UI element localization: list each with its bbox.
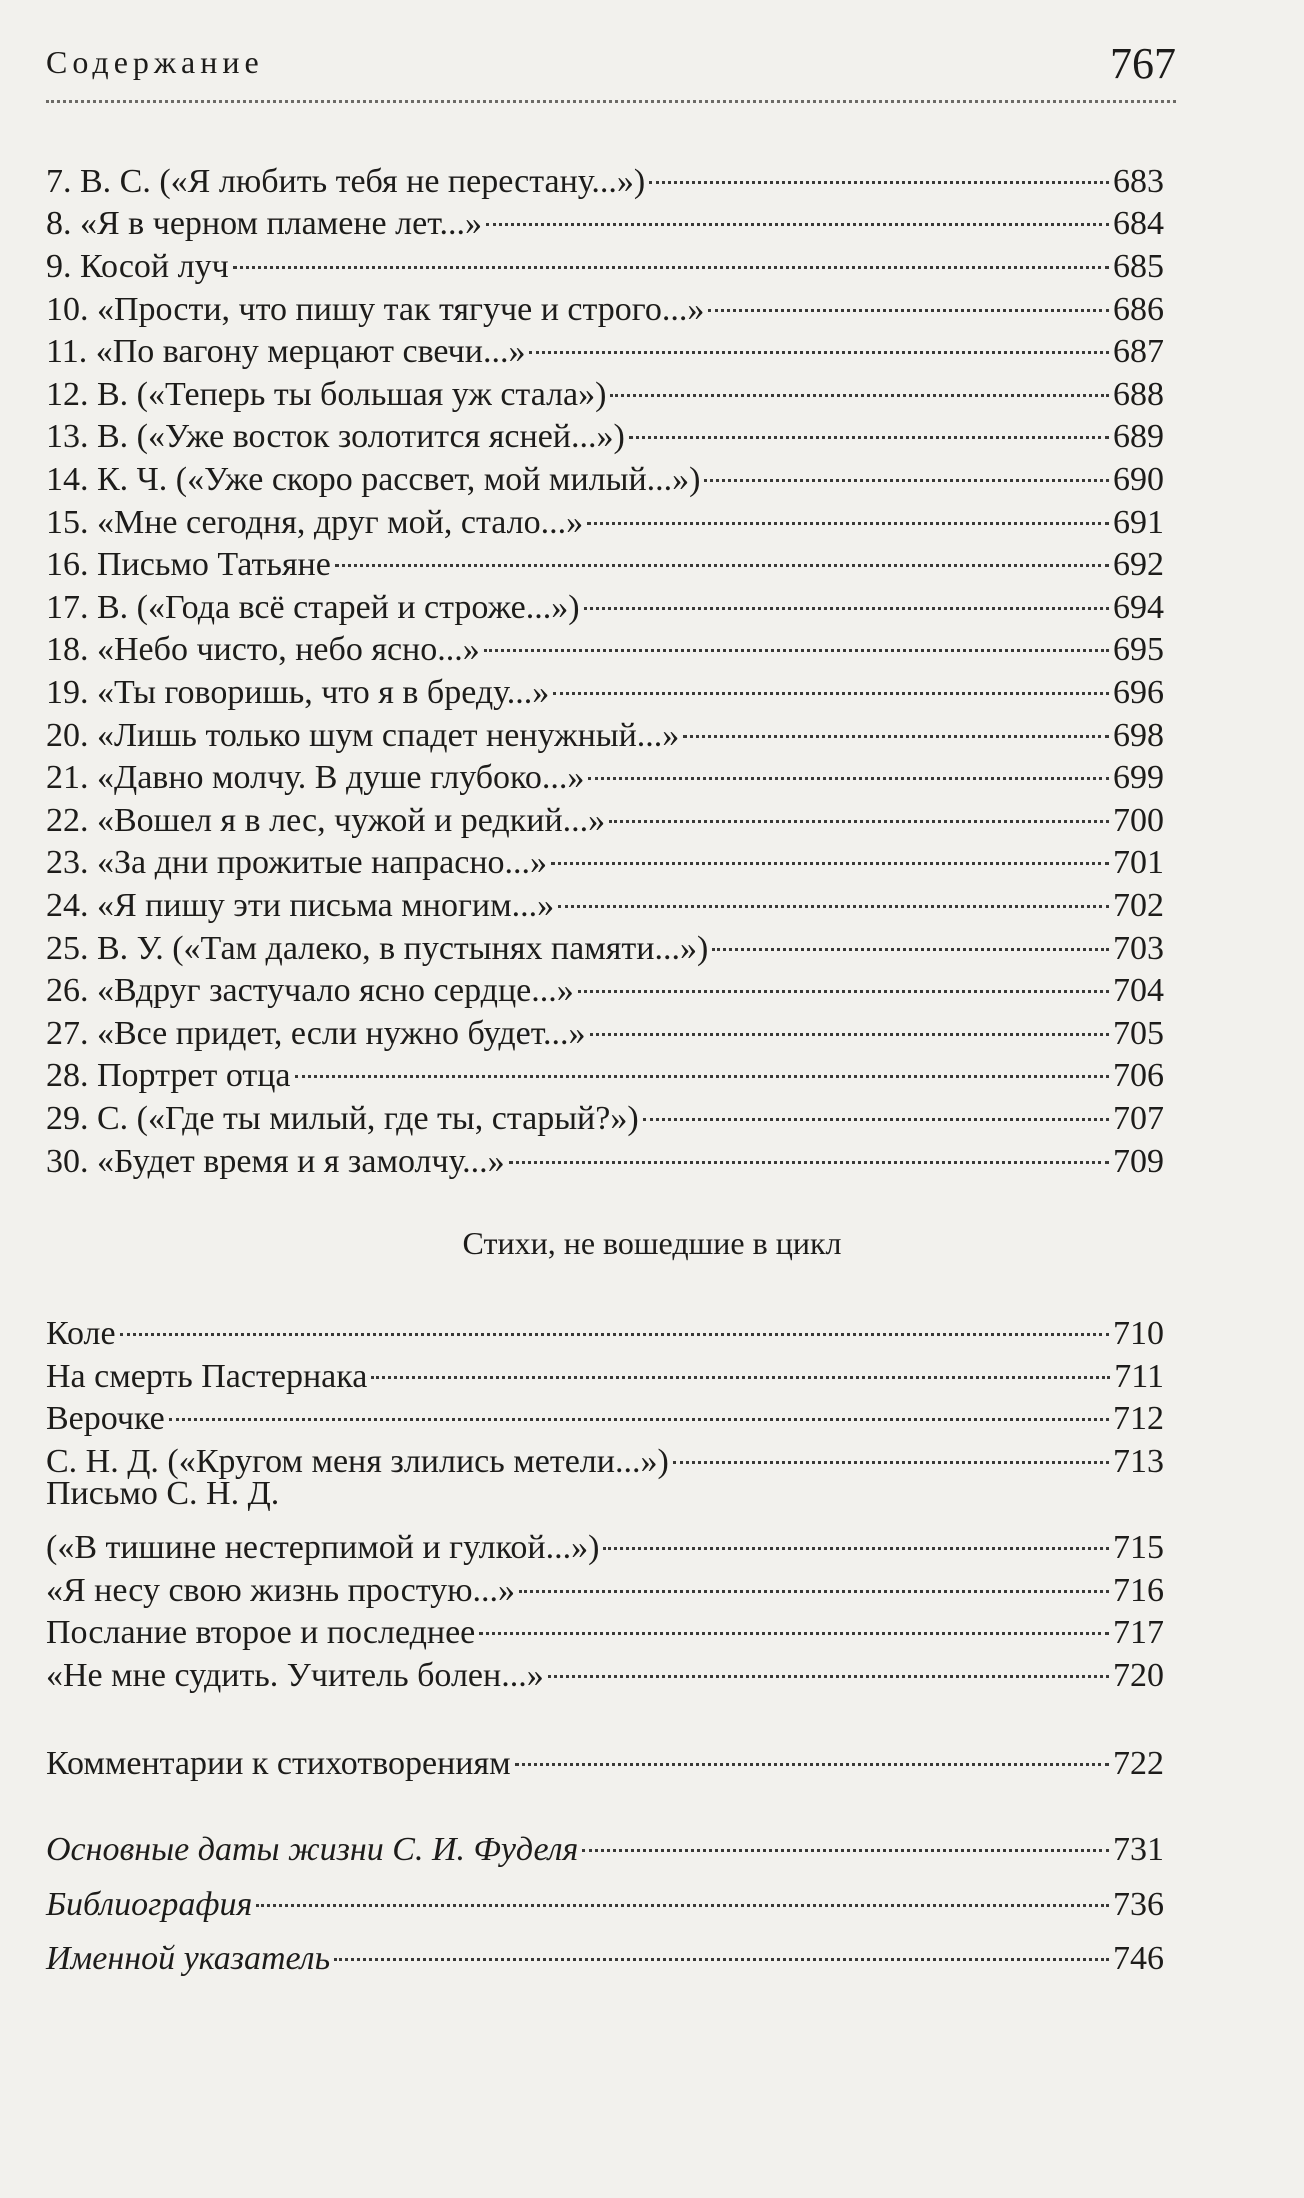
leader-dots [683, 704, 1109, 746]
leader-dots [484, 618, 1109, 660]
leader-dots [673, 1430, 1109, 1472]
entry-page: 700 [1113, 802, 1164, 839]
entry-page: 699 [1113, 759, 1164, 796]
entry-title: Библиография [46, 1886, 253, 1923]
entry-title: С. Н. Д. («Кругом меня злились метели...») [46, 1443, 669, 1480]
leader-dots [578, 959, 1109, 1001]
toc-entry [46, 1873, 1164, 1923]
entry-title: 16. Письмо Татьяне [46, 546, 331, 583]
entry-title: 26. «Вдруг застучало ясно сердце...» [46, 972, 574, 1009]
toc-entry [46, 1818, 1164, 1868]
entry-title: Основные даты жизни С. И. Фуделя [46, 1831, 579, 1868]
entry-title: 27. «Все придет, если нужно будет...» [46, 1015, 586, 1052]
entry-title: 8. «Я в черном пламене лет...» [46, 205, 482, 242]
leader-dots [515, 1732, 1109, 1774]
toc-entry [46, 320, 1164, 370]
entry-page: 684 [1113, 205, 1164, 242]
page-number: 767 [1110, 39, 1176, 88]
entry-page: 703 [1113, 930, 1164, 967]
toc-entry [46, 746, 1164, 796]
entry-page: 698 [1113, 717, 1164, 754]
entry-title: 24. «Я пишу эти письма многим...» [46, 887, 555, 924]
leader-dots [708, 278, 1109, 320]
leader-dots [590, 1002, 1109, 1044]
entry-page: 710 [1113, 1315, 1164, 1352]
leader-dots [629, 405, 1109, 447]
leader-dots [256, 1873, 1109, 1915]
entry-page: 694 [1113, 589, 1164, 626]
toc-entry [46, 1302, 1164, 1352]
toc-entry [46, 874, 1164, 924]
toc-entry [46, 1601, 1164, 1651]
entry-title: 22. «Вошел я в лес, чужой и редкий...» [46, 802, 606, 839]
page-header [46, 38, 1176, 108]
toc-entry [46, 1387, 1164, 1437]
entry-page: 692 [1113, 546, 1164, 583]
entry-title: 17. В. («Года всё старей и строже...») [46, 589, 580, 626]
entry-page: 706 [1113, 1057, 1164, 1094]
leader-dots [649, 150, 1109, 192]
section-heading: Стихи, не вошедшие в цикл [462, 1225, 842, 1261]
entry-title: («В тишине нестерпимой и гулкой...») [46, 1529, 600, 1566]
entry-title: 12. В. («Теперь ты большая уж стала») [46, 376, 607, 413]
toc-entry [46, 1345, 1164, 1395]
entry-page: 746 [1113, 1940, 1164, 1977]
leader-dots [553, 661, 1109, 703]
entry-page: 707 [1113, 1100, 1164, 1137]
entry-title: 13. В. («Уже восток золотится ясней...») [46, 418, 625, 455]
entry-title: 21. «Давно молчу. В душе глубоко...» [46, 759, 585, 796]
leader-dots [233, 235, 1109, 277]
toc-entry [46, 1044, 1164, 1094]
entry-page: 709 [1113, 1143, 1164, 1180]
toc-entry [46, 1927, 1164, 1977]
entry-page: 713 [1113, 1443, 1164, 1480]
entry-page: 705 [1113, 1015, 1164, 1052]
leader-dots [582, 1818, 1109, 1860]
entry-page: 690 [1113, 461, 1164, 498]
leader-dots [519, 1559, 1109, 1601]
toc-entry [46, 491, 1164, 541]
entry-page: 704 [1113, 972, 1164, 1009]
leader-dots [551, 831, 1109, 873]
entry-page: 711 [1114, 1358, 1164, 1395]
entry-title: Верочке [46, 1400, 165, 1437]
toc-entry [46, 1732, 1164, 1782]
toc-entry [46, 959, 1164, 1009]
toc-entry [46, 917, 1164, 967]
toc-entry [46, 448, 1164, 498]
entry-title: Послание второе и последнее [46, 1614, 476, 1651]
entry-title: 23. «За дни прожитые напрасно...» [46, 844, 548, 881]
header-dotted-rule [46, 100, 1176, 103]
entry-title: «Не мне судить. Учитель болен...» [46, 1657, 544, 1694]
toc-entry [46, 789, 1164, 839]
entry-title: 30. «Будет время и я замолчу...» [46, 1143, 505, 1180]
entry-page: 687 [1113, 333, 1164, 370]
toc-entry [46, 235, 1164, 285]
toc-entry [46, 1559, 1164, 1609]
toc-entry [46, 704, 1164, 754]
entry-title: 15. «Мне сегодня, друг мой, стало...» [46, 504, 584, 541]
entry-page: 720 [1113, 1657, 1164, 1694]
entry-title: 18. «Небо чисто, небо ясно...» [46, 631, 480, 668]
leader-dots [334, 1927, 1109, 1969]
toc-entry [46, 1130, 1164, 1180]
leader-dots [712, 917, 1109, 959]
leader-dots [529, 320, 1109, 362]
leader-dots [486, 192, 1109, 234]
entry-title: 9. Косой луч [46, 248, 229, 285]
leader-dots [120, 1302, 1109, 1344]
entry-page: 686 [1113, 291, 1164, 328]
leader-dots [603, 1516, 1109, 1558]
entry-page: 712 [1113, 1400, 1164, 1437]
entry-title: 10. «Прости, что пишу так тягуче и строго...» [46, 291, 705, 328]
leader-dots [509, 1130, 1109, 1172]
entry-title: Именной указатель [46, 1940, 331, 1977]
entry-page: 695 [1113, 631, 1164, 668]
entry-title: 28. Портрет отца [46, 1057, 291, 1094]
toc-entry [46, 831, 1164, 881]
entry-page: 691 [1113, 504, 1164, 541]
entry-title: 29. С. («Где ты милый, где ты, старый?») [46, 1100, 639, 1137]
entry-title: 7. В. С. («Я любить тебя не перестану...») [46, 163, 646, 200]
toc-entry [46, 533, 1164, 583]
entry-page: 736 [1113, 1886, 1164, 1923]
entry-page: 731 [1113, 1831, 1164, 1868]
entry-page: 685 [1113, 248, 1164, 285]
entry-page: 688 [1113, 376, 1164, 413]
entry-page: 715 [1113, 1529, 1164, 1566]
leader-dots [584, 576, 1109, 618]
entry-title: 25. В. У. («Там далеко, в пустынях памяти...») [46, 930, 709, 967]
toc-entry [46, 1516, 1164, 1566]
entry-page: 716 [1113, 1572, 1164, 1609]
toc-entry [46, 576, 1164, 626]
toc-entry [46, 150, 1164, 200]
leader-dots [587, 491, 1109, 533]
leader-dots [335, 533, 1109, 575]
entry-title: 19. «Ты говоришь, что я в бреду...» [46, 674, 550, 711]
entry-title: Комментарии к стихотворениям [46, 1745, 511, 1782]
leader-dots [609, 789, 1109, 831]
entry-page: 689 [1113, 418, 1164, 455]
toc-entry [46, 1087, 1164, 1137]
leader-dots [610, 363, 1109, 405]
entry-page: 683 [1113, 163, 1164, 200]
entry-page: 696 [1113, 674, 1164, 711]
entry-title-first-line: Письмо С. Н. Д. [46, 1475, 280, 1512]
leader-dots [479, 1601, 1109, 1643]
leader-dots [558, 874, 1109, 916]
entry-page: 701 [1113, 844, 1164, 881]
toc-entry [46, 363, 1164, 413]
leader-dots [643, 1087, 1109, 1129]
toc-entry [46, 278, 1164, 328]
entry-title: 20. «Лишь только шум спадет ненужный...» [46, 717, 680, 754]
leader-dots [548, 1644, 1109, 1686]
leader-dots [704, 448, 1109, 490]
entry-title: 14. К. Ч. («Уже скоро рассвет, мой милый...») [46, 461, 701, 498]
toc-entry [46, 405, 1164, 455]
toc-entry [46, 1644, 1164, 1694]
toc-entry [46, 661, 1164, 711]
entry-title: На смерть Пастернака [46, 1358, 368, 1395]
running-title: Содержание [46, 44, 264, 80]
entry-title: Коле [46, 1315, 116, 1352]
leader-dots [295, 1044, 1109, 1086]
toc-entry [46, 1002, 1164, 1052]
entry-page: 717 [1113, 1614, 1164, 1651]
entry-page: 702 [1113, 887, 1164, 924]
leader-dots [588, 746, 1109, 788]
entry-title: «Я несу свою жизнь простую...» [46, 1572, 516, 1609]
toc-entry [46, 618, 1164, 668]
toc-entry [46, 1430, 1164, 1480]
toc-entry [46, 192, 1164, 242]
entry-page: 722 [1113, 1745, 1164, 1782]
leader-dots [371, 1345, 1110, 1387]
entry-title: 11. «По вагону мерцают свечи...» [46, 333, 526, 370]
leader-dots [169, 1387, 1109, 1429]
